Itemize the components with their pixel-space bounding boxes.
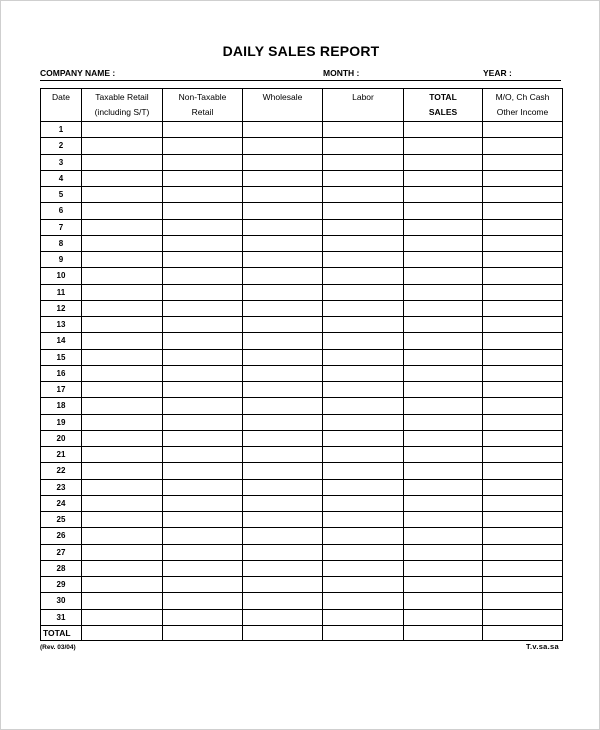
day-number: 19 — [41, 414, 82, 430]
table-row — [41, 333, 563, 349]
entry-cell[interactable] — [404, 235, 483, 251]
table-row — [41, 349, 563, 365]
entry-cell[interactable] — [404, 154, 483, 170]
day-number: 24 — [41, 495, 82, 511]
entry-cell[interactable] — [163, 187, 243, 203]
table-row — [41, 512, 563, 528]
entry-cell[interactable] — [243, 252, 323, 268]
entry-cell[interactable] — [323, 268, 404, 284]
entry-cell[interactable] — [82, 577, 163, 593]
entry-cell[interactable] — [483, 479, 563, 495]
entry-cell[interactable] — [323, 122, 404, 138]
entry-cell[interactable] — [323, 609, 404, 625]
table-row — [41, 187, 563, 203]
entry-cell[interactable] — [82, 154, 163, 170]
day-number: 26 — [41, 528, 82, 544]
column-header — [483, 89, 563, 122]
entry-cell[interactable] — [483, 170, 563, 186]
entry-cell[interactable] — [483, 154, 563, 170]
entry-cell[interactable] — [483, 382, 563, 398]
day-number: 25 — [41, 512, 82, 528]
entry-cell[interactable] — [243, 219, 323, 235]
day-number: 1 — [41, 122, 82, 138]
entry-cell[interactable] — [483, 414, 563, 430]
table-row — [41, 219, 563, 235]
column-header-line1: Wholesale — [262, 92, 303, 102]
entry-cell[interactable] — [483, 122, 563, 138]
info-row — [40, 68, 561, 81]
entry-cell[interactable] — [163, 577, 243, 593]
entry-cell[interactable] — [82, 544, 163, 560]
table-row — [41, 252, 563, 268]
entry-cell[interactable] — [243, 495, 323, 511]
day-number: 11 — [41, 284, 82, 300]
day-number: 16 — [41, 365, 82, 381]
entry-cell[interactable] — [483, 430, 563, 446]
entry-cell[interactable] — [483, 349, 563, 365]
entry-cell[interactable] — [483, 235, 563, 251]
entry-cell[interactable] — [82, 252, 163, 268]
entry-cell[interactable] — [323, 284, 404, 300]
day-number: 31 — [41, 609, 82, 625]
entry-cell[interactable] — [404, 560, 483, 576]
entry-cell[interactable] — [323, 349, 404, 365]
entry-cell[interactable] — [82, 235, 163, 251]
entry-cell[interactable] — [404, 284, 483, 300]
entry-cell[interactable] — [163, 544, 243, 560]
table-row — [41, 300, 563, 316]
entry-cell[interactable] — [243, 528, 323, 544]
entry-cell[interactable] — [404, 463, 483, 479]
entry-cell[interactable] — [163, 203, 243, 219]
entry-cell[interactable] — [82, 349, 163, 365]
column-header-line2: (including S/T) — [94, 107, 150, 117]
entry-cell[interactable] — [323, 430, 404, 446]
entry-cell[interactable] — [483, 398, 563, 414]
entry-cell[interactable] — [323, 463, 404, 479]
entry-cell[interactable] — [163, 430, 243, 446]
table-row — [41, 122, 563, 138]
entry-cell[interactable] — [323, 495, 404, 511]
entry-cell[interactable] — [243, 333, 323, 349]
entry-cell[interactable] — [163, 609, 243, 625]
form-code: T.v.sa.sa — [525, 642, 559, 651]
entry-cell[interactable] — [483, 268, 563, 284]
entry-cell[interactable] — [243, 544, 323, 560]
entry-cell[interactable] — [163, 528, 243, 544]
entry-cell[interactable] — [243, 284, 323, 300]
entry-cell[interactable] — [163, 268, 243, 284]
entry-cell[interactable] — [404, 414, 483, 430]
entry-cell[interactable] — [323, 219, 404, 235]
entry-cell[interactable] — [323, 560, 404, 576]
entry-cell[interactable] — [404, 593, 483, 609]
table-row — [41, 317, 563, 333]
entry-cell[interactable] — [323, 544, 404, 560]
column-header-line2: Other Income — [496, 107, 549, 117]
table-row — [41, 430, 563, 446]
entry-cell[interactable] — [82, 512, 163, 528]
day-number: 29 — [41, 577, 82, 593]
entry-cell[interactable] — [82, 219, 163, 235]
column-header-line1: M/O, Ch Cash — [495, 92, 550, 102]
entry-cell[interactable] — [163, 252, 243, 268]
entry-cell[interactable] — [82, 430, 163, 446]
entry-cell[interactable] — [404, 512, 483, 528]
entry-cell[interactable] — [404, 398, 483, 414]
entry-cell[interactable] — [483, 187, 563, 203]
column-header — [323, 89, 404, 122]
table-row — [41, 528, 563, 544]
entry-cell[interactable] — [82, 284, 163, 300]
day-number: 3 — [41, 154, 82, 170]
entry-cell[interactable] — [163, 333, 243, 349]
table-row — [41, 414, 563, 430]
entry-cell[interactable] — [243, 317, 323, 333]
entry-cell[interactable] — [483, 333, 563, 349]
day-number: 12 — [41, 300, 82, 316]
entry-cell[interactable] — [243, 382, 323, 398]
entry-cell[interactable] — [163, 593, 243, 609]
entry-cell[interactable] — [163, 382, 243, 398]
month-label: MONTH : — [323, 68, 360, 78]
entry-cell[interactable] — [163, 138, 243, 154]
entry-cell[interactable] — [404, 447, 483, 463]
table-row — [41, 479, 563, 495]
day-number: 4 — [41, 170, 82, 186]
entry-cell[interactable] — [404, 430, 483, 446]
table-row — [41, 382, 563, 398]
entry-cell[interactable] — [323, 512, 404, 528]
column-header-line2: Retail — [191, 107, 214, 117]
entry-cell[interactable] — [82, 382, 163, 398]
table-row — [41, 447, 563, 463]
column-header — [163, 89, 243, 122]
entry-cell[interactable] — [82, 609, 163, 625]
entry-cell[interactable] — [483, 252, 563, 268]
table-body — [41, 122, 563, 626]
entry-cell[interactable] — [163, 512, 243, 528]
report-title: DAILY SALES REPORT — [222, 43, 380, 59]
day-number: 18 — [41, 398, 82, 414]
entry-cell[interactable] — [483, 203, 563, 219]
table-row — [41, 593, 563, 609]
entry-cell[interactable] — [82, 138, 163, 154]
entry-cell[interactable] — [323, 479, 404, 495]
entry-cell[interactable] — [483, 300, 563, 316]
entry-cell[interactable] — [82, 365, 163, 381]
day-number: 21 — [41, 447, 82, 463]
entry-cell[interactable] — [323, 577, 404, 593]
column-header-line1: Taxable Retail — [95, 92, 149, 102]
day-number: 27 — [41, 544, 82, 560]
entry-cell[interactable] — [323, 414, 404, 430]
entry-cell[interactable] — [243, 430, 323, 446]
entry-cell[interactable] — [323, 170, 404, 186]
entry-cell[interactable] — [82, 122, 163, 138]
entry-cell[interactable] — [163, 398, 243, 414]
column-header — [41, 89, 82, 122]
sales-table — [40, 88, 563, 641]
entry-cell[interactable] — [483, 138, 563, 154]
entry-cell[interactable] — [404, 479, 483, 495]
entry-cell[interactable] — [404, 382, 483, 398]
entry-cell[interactable] — [323, 447, 404, 463]
entry-cell[interactable] — [243, 268, 323, 284]
entry-cell[interactable] — [483, 284, 563, 300]
entry-cell[interactable] — [404, 349, 483, 365]
column-header-line1: Labor — [352, 92, 374, 102]
entry-cell[interactable] — [163, 495, 243, 511]
entry-cell[interactable] — [323, 528, 404, 544]
entry-cell[interactable] — [243, 235, 323, 251]
entry-cell[interactable] — [243, 398, 323, 414]
entry-cell[interactable] — [243, 365, 323, 381]
day-number: 13 — [41, 317, 82, 333]
column-header — [404, 89, 483, 122]
entry-cell[interactable] — [243, 512, 323, 528]
entry-cell[interactable] — [323, 252, 404, 268]
entry-cell[interactable] — [163, 447, 243, 463]
entry-cell[interactable] — [243, 414, 323, 430]
entry-cell[interactable] — [323, 300, 404, 316]
entry-cell[interactable] — [82, 560, 163, 576]
column-header — [243, 89, 323, 122]
entry-cell[interactable] — [163, 317, 243, 333]
company-name-label: COMPANY NAME : — [40, 68, 116, 78]
entry-cell[interactable] — [243, 187, 323, 203]
entry-cell[interactable] — [163, 463, 243, 479]
entry-cell[interactable] — [163, 349, 243, 365]
entry-cell[interactable] — [82, 333, 163, 349]
entry-cell[interactable] — [163, 154, 243, 170]
entry-cell[interactable] — [163, 170, 243, 186]
entry-cell[interactable] — [323, 593, 404, 609]
table-row — [41, 609, 563, 625]
entry-cell[interactable] — [82, 593, 163, 609]
column-header-line2: SALES — [428, 107, 458, 117]
entry-cell[interactable] — [404, 138, 483, 154]
entry-cell[interactable] — [404, 170, 483, 186]
entry-cell[interactable] — [404, 300, 483, 316]
entry-cell[interactable] — [323, 398, 404, 414]
day-number: 17 — [41, 382, 82, 398]
entry-cell[interactable] — [82, 300, 163, 316]
entry-cell[interactable] — [163, 300, 243, 316]
entry-cell[interactable] — [404, 495, 483, 511]
entry-cell[interactable] — [323, 187, 404, 203]
entry-cell[interactable] — [82, 447, 163, 463]
day-number: 8 — [41, 235, 82, 251]
entry-cell[interactable] — [323, 203, 404, 219]
total-cell[interactable] — [82, 625, 163, 640]
entry-cell[interactable] — [404, 609, 483, 625]
day-number: 28 — [41, 560, 82, 576]
entry-cell[interactable] — [82, 268, 163, 284]
total-label: TOTAL — [41, 625, 82, 640]
total-cell[interactable] — [323, 625, 404, 640]
table-row — [41, 154, 563, 170]
entry-cell[interactable] — [404, 219, 483, 235]
day-number: 22 — [41, 463, 82, 479]
entry-cell[interactable] — [404, 187, 483, 203]
entry-cell[interactable] — [243, 463, 323, 479]
column-header-line1: TOTAL — [429, 92, 457, 102]
entry-cell[interactable] — [82, 479, 163, 495]
entry-cell[interactable] — [243, 577, 323, 593]
entry-cell[interactable] — [243, 479, 323, 495]
entry-cell[interactable] — [483, 577, 563, 593]
entry-cell[interactable] — [243, 560, 323, 576]
entry-cell[interactable] — [82, 414, 163, 430]
total-cell[interactable] — [483, 625, 563, 640]
entry-cell[interactable] — [82, 463, 163, 479]
entry-cell[interactable] — [323, 138, 404, 154]
day-number: 9 — [41, 252, 82, 268]
column-header-line1: Date — [52, 92, 70, 102]
column-header — [82, 89, 163, 122]
entry-cell[interactable] — [82, 317, 163, 333]
entry-cell[interactable] — [483, 495, 563, 511]
table-row — [41, 544, 563, 560]
entry-cell[interactable] — [163, 414, 243, 430]
entry-cell[interactable] — [404, 317, 483, 333]
table-row — [41, 560, 563, 576]
entry-cell[interactable] — [243, 203, 323, 219]
entry-cell[interactable] — [483, 219, 563, 235]
table-row — [41, 170, 563, 186]
entry-cell[interactable] — [82, 528, 163, 544]
day-number: 6 — [41, 203, 82, 219]
day-number: 20 — [41, 430, 82, 446]
header-row — [41, 89, 563, 122]
total-cell[interactable] — [163, 625, 243, 640]
year-label: YEAR : — [483, 68, 512, 78]
entry-cell[interactable] — [243, 170, 323, 186]
entry-cell[interactable] — [323, 317, 404, 333]
entry-cell[interactable] — [82, 398, 163, 414]
entry-cell[interactable] — [323, 154, 404, 170]
entry-cell[interactable] — [483, 463, 563, 479]
entry-cell[interactable] — [163, 560, 243, 576]
entry-cell[interactable] — [163, 479, 243, 495]
table-row — [41, 284, 563, 300]
entry-cell[interactable] — [483, 317, 563, 333]
entry-cell[interactable] — [163, 219, 243, 235]
entry-cell[interactable] — [404, 365, 483, 381]
day-number: 23 — [41, 479, 82, 495]
total-cell[interactable] — [404, 625, 483, 640]
table-row — [41, 235, 563, 251]
table-row — [41, 138, 563, 154]
entry-cell[interactable] — [404, 268, 483, 284]
column-header-line1: Non-Taxable — [178, 92, 227, 102]
entry-cell[interactable] — [404, 203, 483, 219]
entry-cell[interactable] — [483, 593, 563, 609]
entry-cell[interactable] — [163, 122, 243, 138]
entry-cell[interactable] — [323, 235, 404, 251]
entry-cell[interactable] — [243, 349, 323, 365]
entry-cell[interactable] — [323, 365, 404, 381]
total-cell[interactable] — [243, 625, 323, 640]
entry-cell[interactable] — [483, 544, 563, 560]
entry-cell[interactable] — [404, 122, 483, 138]
entry-cell[interactable] — [243, 447, 323, 463]
entry-cell[interactable] — [243, 300, 323, 316]
entry-cell[interactable] — [323, 382, 404, 398]
day-number: 14 — [41, 333, 82, 349]
table-row — [41, 203, 563, 219]
revision-note: (Rev. 03/04) — [40, 644, 76, 651]
table-row — [41, 365, 563, 381]
day-number: 10 — [41, 268, 82, 284]
entry-cell[interactable] — [82, 187, 163, 203]
entry-cell[interactable] — [243, 609, 323, 625]
day-number: 2 — [41, 138, 82, 154]
entry-cell[interactable] — [404, 544, 483, 560]
entry-cell[interactable] — [483, 512, 563, 528]
entry-cell[interactable] — [82, 495, 163, 511]
entry-cell[interactable] — [243, 593, 323, 609]
entry-cell[interactable] — [243, 138, 323, 154]
entry-cell[interactable] — [163, 235, 243, 251]
entry-cell[interactable] — [483, 609, 563, 625]
day-number: 7 — [41, 219, 82, 235]
entry-cell[interactable] — [404, 252, 483, 268]
table-row — [41, 577, 563, 593]
entry-cell[interactable] — [323, 333, 404, 349]
entry-cell[interactable] — [483, 447, 563, 463]
entry-cell[interactable] — [483, 365, 563, 381]
day-number: 30 — [41, 593, 82, 609]
entry-cell[interactable] — [163, 365, 243, 381]
entry-cell[interactable] — [243, 122, 323, 138]
entry-cell[interactable] — [163, 284, 243, 300]
entry-cell[interactable] — [404, 333, 483, 349]
table-row — [41, 398, 563, 414]
entry-cell[interactable] — [483, 560, 563, 576]
entry-cell[interactable] — [82, 170, 163, 186]
entry-cell[interactable] — [243, 154, 323, 170]
entry-cell[interactable] — [404, 577, 483, 593]
day-number: 15 — [41, 349, 82, 365]
day-number: 5 — [41, 187, 82, 203]
entry-cell[interactable] — [82, 203, 163, 219]
table-row — [41, 495, 563, 511]
total-row — [41, 625, 563, 640]
table-row — [41, 463, 563, 479]
table-row — [41, 268, 563, 284]
entry-cell[interactable] — [483, 528, 563, 544]
entry-cell[interactable] — [404, 528, 483, 544]
